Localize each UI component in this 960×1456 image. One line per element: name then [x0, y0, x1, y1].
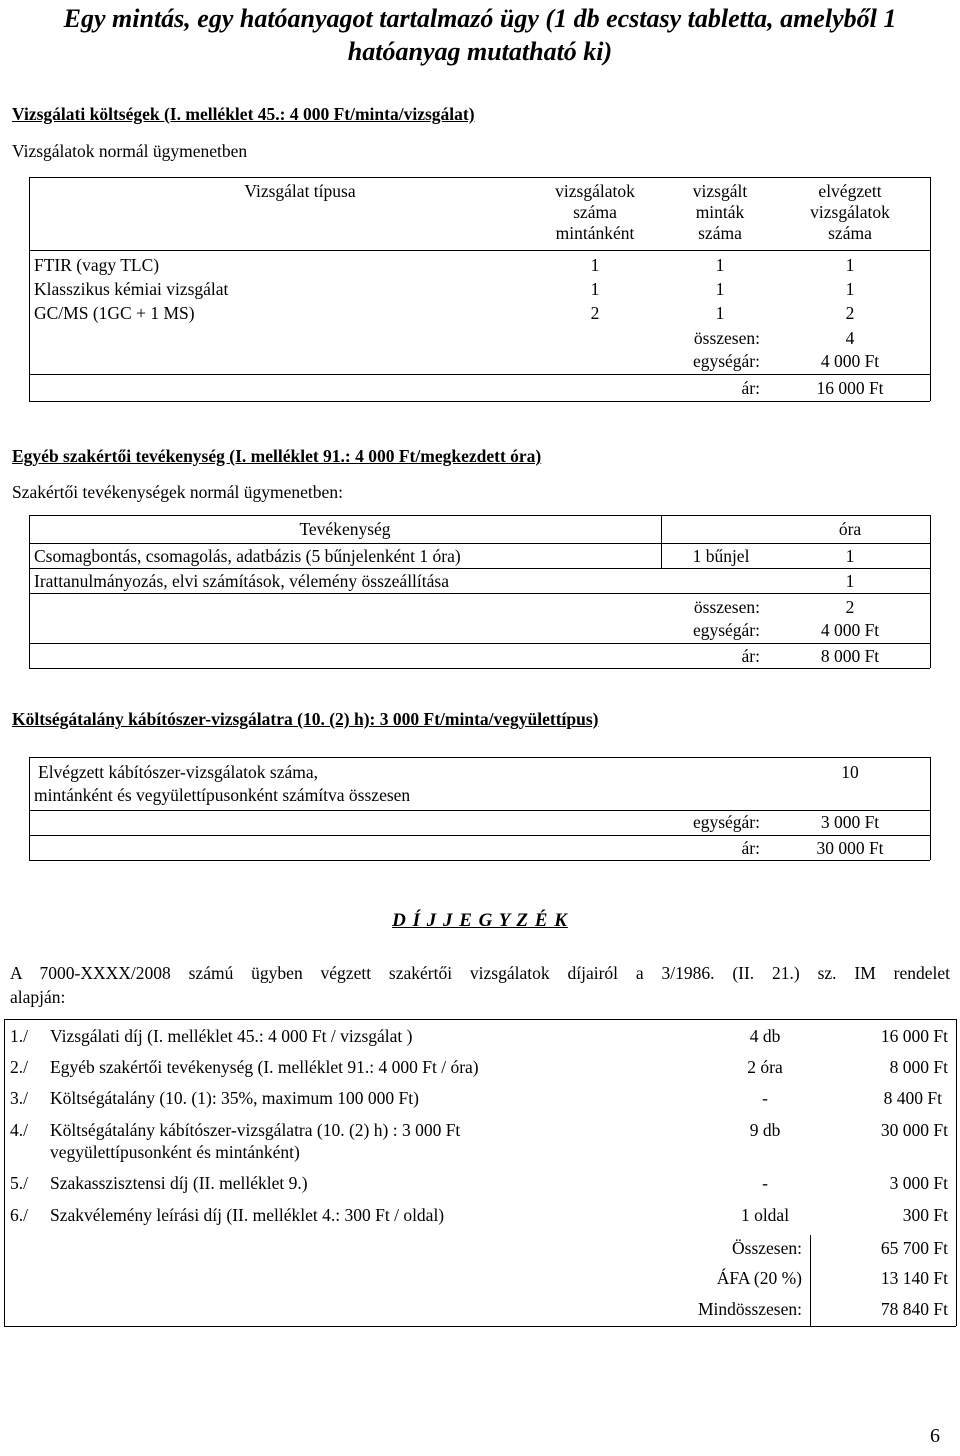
fee-item-description: Vizsgálati díj (I. melléklet 45.: 4 000 Ft / vizsgálat )	[50, 1026, 413, 1046]
table-cell: 1	[715, 279, 725, 299]
fee-item-number: 4./	[10, 1120, 28, 1140]
fee-item-quantity: 2 óra	[747, 1057, 783, 1077]
total-label: összesen:	[693, 597, 760, 617]
fee-item-description: Költségátalány (10. (1): 35%, maximum 100 000 Ft)	[50, 1088, 419, 1108]
fee-item-quantity: -	[762, 1173, 768, 1193]
header-tests-done: elvégzett vizsgálatok száma	[810, 181, 890, 243]
narcotics-row-text-1: Elvégzett kábítószer-vizsgálatok száma,	[38, 762, 319, 782]
fee-item-quantity: 9 db	[749, 1120, 781, 1140]
price-value: 30 000 Ft	[816, 838, 884, 858]
price-label: ár:	[741, 378, 760, 398]
table-cell: 1	[590, 279, 600, 299]
fee-total-label: Összesen:	[732, 1238, 802, 1258]
table-cell: 1	[845, 255, 855, 275]
page-number: 6	[930, 1425, 940, 1447]
table-cell: 1	[845, 546, 855, 566]
section3-heading: Költségátalány kábítószer-vizsgálatra (10. (2) h): 3 000 Ft/minta/vegyülettípus)	[12, 709, 599, 729]
unit-price-value: 4 000 Ft	[820, 620, 880, 640]
fee-item-amount: 3 000 Ft	[889, 1173, 948, 1193]
fee-item-description: Egyéb szakértői tevékenység (I. melléklet 91.: 4 000 Ft / óra)	[50, 1057, 479, 1077]
table-cell: 1 bűnjel	[692, 546, 750, 566]
fee-vat-amount: 13 140 Ft	[880, 1268, 948, 1288]
fee-vat-label: ÁFA (20 %)	[716, 1268, 802, 1288]
fee-total-amount: 65 700 Ft	[880, 1238, 948, 1258]
title-line-1: Egy mintás, egy hatóanyagot tartalmazó ügy (1 db ecstasy tabletta, amelyből 1	[63, 4, 897, 33]
unit-price-label: egységár:	[692, 351, 760, 371]
fee-item-quantity: 4 db	[749, 1026, 781, 1046]
fee-item-amount: 16 000 Ft	[880, 1026, 948, 1046]
fee-intro-line-1: A 7000-XXXX/2008 számú ügyben végzett szakértői vizsgálatok díjairól a 3/1986. (II. 21.) sz. IM rendelet	[10, 963, 950, 983]
price-label: ár:	[741, 838, 760, 858]
table-cell: 2	[590, 303, 600, 323]
header-test-type: Vizsgálat típusa	[244, 181, 356, 201]
fee-item-quantity: 1 oldal	[740, 1205, 790, 1225]
header-tests-per-sample: vizsgálatok száma mintánként	[555, 181, 635, 243]
table-cell: 1	[590, 255, 600, 275]
table-row-type: GC/MS (1GC + 1 MS)	[34, 303, 195, 323]
fee-item-number: 2./	[10, 1057, 28, 1077]
section2-heading: Egyéb szakértői tevékenység (I. melléklet 91.: 4 000 Ft/megkezdett óra)	[12, 446, 542, 466]
total-label: összesen:	[693, 328, 760, 348]
table-row-type: Klasszikus kémiai vizsgálat	[34, 279, 229, 299]
header-hours: óra	[838, 519, 862, 539]
table-cell: 1	[715, 255, 725, 275]
fee-intro-line-2: alapján:	[10, 987, 66, 1007]
fee-item-number: 1./	[10, 1026, 28, 1046]
unit-price-label: egységár:	[692, 812, 760, 832]
price-value: 8 000 Ft	[820, 646, 880, 666]
fee-item-amount: 30 000 Ft	[880, 1120, 948, 1140]
table-cell: 2	[845, 303, 855, 323]
header-samples: vizsgált minták száma	[692, 181, 748, 243]
fee-item-amount: 8 400 Ft	[883, 1088, 942, 1108]
title-line-2: hatóanyag mutatható ki)	[347, 37, 613, 66]
table-cell: 1	[715, 303, 725, 323]
fee-grand-total-label: Mindösszesen:	[697, 1299, 802, 1319]
fee-list-title: D Í J J E G Y Z É K	[392, 910, 568, 931]
fee-item-number: 6./	[10, 1205, 28, 1225]
total-value: 4	[845, 328, 855, 348]
section1-heading: Vizsgálati költségek (I. melléklet 45.: 4 000 Ft/minta/vizsgálat)	[12, 104, 475, 124]
fee-item-quantity: -	[762, 1088, 768, 1108]
section2-subheading: Szakértői tevékenységek normál ügymenetben:	[12, 482, 343, 502]
narcotics-row-value: 10	[841, 762, 859, 782]
price-label: ár:	[741, 646, 760, 666]
fee-item-description-cont: vegyülettípusonként és mintánként)	[50, 1142, 300, 1162]
section1-subheading: Vizsgálatok normál ügymenetben	[12, 141, 248, 161]
fee-grand-total-amount: 78 840 Ft	[880, 1299, 948, 1319]
price-value: 16 000 Ft	[816, 378, 884, 398]
fee-item-number: 5./	[10, 1173, 28, 1193]
unit-price-value: 4 000 Ft	[820, 351, 880, 371]
table-row-type: FTIR (vagy TLC)	[34, 255, 160, 275]
fee-item-amount: 300 Ft	[902, 1205, 948, 1225]
table-cell: 1	[845, 279, 855, 299]
fee-item-description: Szakvélemény leírási díj (II. melléklet 4.: 300 Ft / oldal)	[50, 1205, 445, 1225]
table-cell: 1	[845, 571, 855, 591]
fee-item-description: Szakasszisztensi díj (II. melléklet 9.)	[50, 1173, 308, 1193]
unit-price-label: egységár:	[692, 620, 760, 640]
table-row-activity: Irattanulmányozás, elvi számítások, vélemény összeállítása	[34, 571, 449, 591]
unit-price-value: 3 000 Ft	[820, 812, 880, 832]
fee-item-amount: 8 000 Ft	[889, 1057, 948, 1077]
fee-item-number: 3./	[10, 1088, 28, 1108]
total-value: 2	[845, 597, 855, 617]
table-row-activity: Csomagbontás, csomagolás, adatbázis (5 bűnjelenként 1 óra)	[34, 546, 461, 566]
header-activity: Tevékenység	[299, 519, 391, 539]
fee-item-description: Költségátalány kábítószer-vizsgálatra (10. (2) h) : 3 000 Ft	[50, 1120, 461, 1140]
narcotics-row-text-2: mintánként és vegyülettípusonként számítva összesen	[34, 785, 411, 805]
